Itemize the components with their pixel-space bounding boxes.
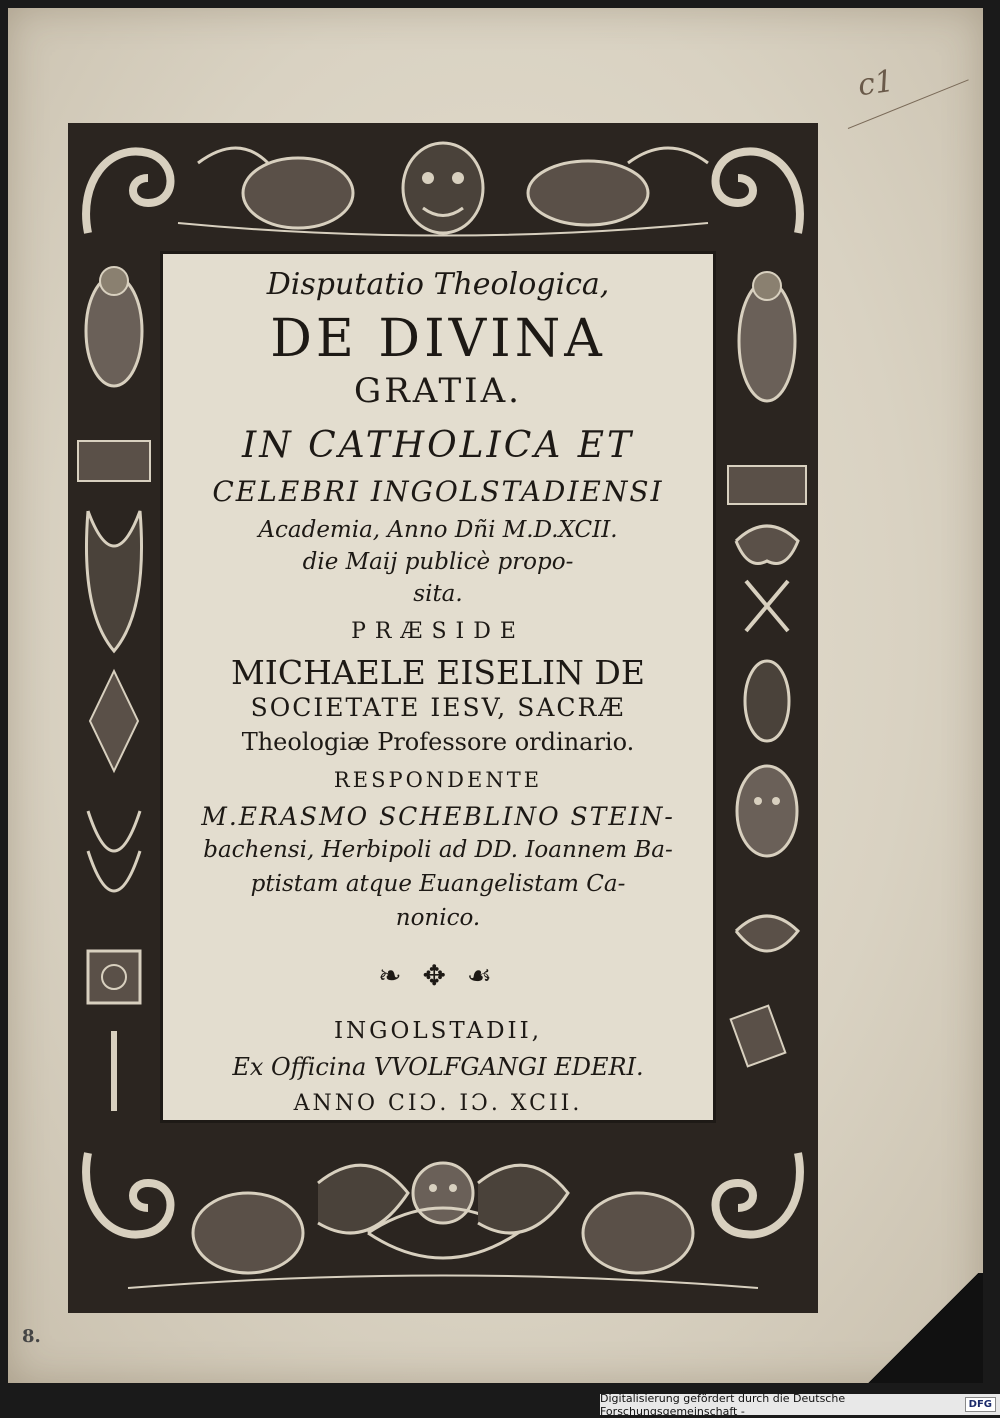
- respondens-line-3: ptistam atque Euangelistam Ca-: [250, 871, 626, 897]
- praeses-line-2: SOCIETATE IESV, SACRÆ: [250, 693, 626, 722]
- title-line-8: sita.: [413, 581, 463, 607]
- praeses-label: PRÆSIDE: [351, 619, 525, 644]
- imprint-city: INGOLSTADII,: [333, 1018, 543, 1044]
- imprint-year: ANNO CIƆ. IƆ. XCII.: [293, 1091, 583, 1116]
- respondens-line-2: bachensi, Herbipoli ad DD. Ioannem Ba-: [203, 837, 673, 863]
- page-number: 8.: [22, 1326, 41, 1347]
- title-line-3: GRATIA.: [354, 371, 522, 411]
- border-top-ornament: [68, 123, 818, 251]
- shelfmark-note: c1: [855, 63, 897, 104]
- title-line-4: IN CATHOLICA ET: [241, 425, 635, 466]
- respondens-label: RESPONDENTE: [333, 768, 543, 792]
- woodcut-border: [68, 123, 818, 1313]
- respondens-line-1: M.ERASMO SCHEBLINO STEIN-: [201, 802, 675, 831]
- border-bottom-ornament: [68, 1123, 818, 1313]
- praeses-line-3: Theologiæ Professore ordinario.: [241, 728, 635, 756]
- dfg-logo: DFG: [965, 1397, 996, 1412]
- scanned-page: [8, 8, 983, 1383]
- title-line-7: die Maij publicè propo-: [302, 549, 574, 575]
- border-right-ornament: [716, 251, 818, 1123]
- imprint-printer: Ex Officina VVOLFGANGI EDERI.: [232, 1053, 644, 1081]
- title-line-1: Disputatio Theologica,: [266, 267, 610, 302]
- page-corner-shadow: [863, 1273, 983, 1383]
- praeses-line-1: MICHAELE EISELIN DE: [231, 653, 645, 692]
- title-line-2: DE DIVINA: [270, 309, 606, 369]
- respondens-line-4: nonico.: [395, 905, 481, 931]
- digitization-footer: [600, 1391, 1000, 1418]
- border-left-ornament: [68, 251, 160, 1123]
- title-line-5: CELEBRI INGOLSTADIENSI: [212, 475, 664, 508]
- title-line-6: Academia, Anno Dñi M.D.XCII.: [258, 517, 618, 543]
- footer-text: Digitalisierung gefördert durch die Deutsche Forschungsgemeinschaft -: [600, 1391, 846, 1418]
- fleuron-ornament: ❧ ✥ ☙: [378, 959, 498, 992]
